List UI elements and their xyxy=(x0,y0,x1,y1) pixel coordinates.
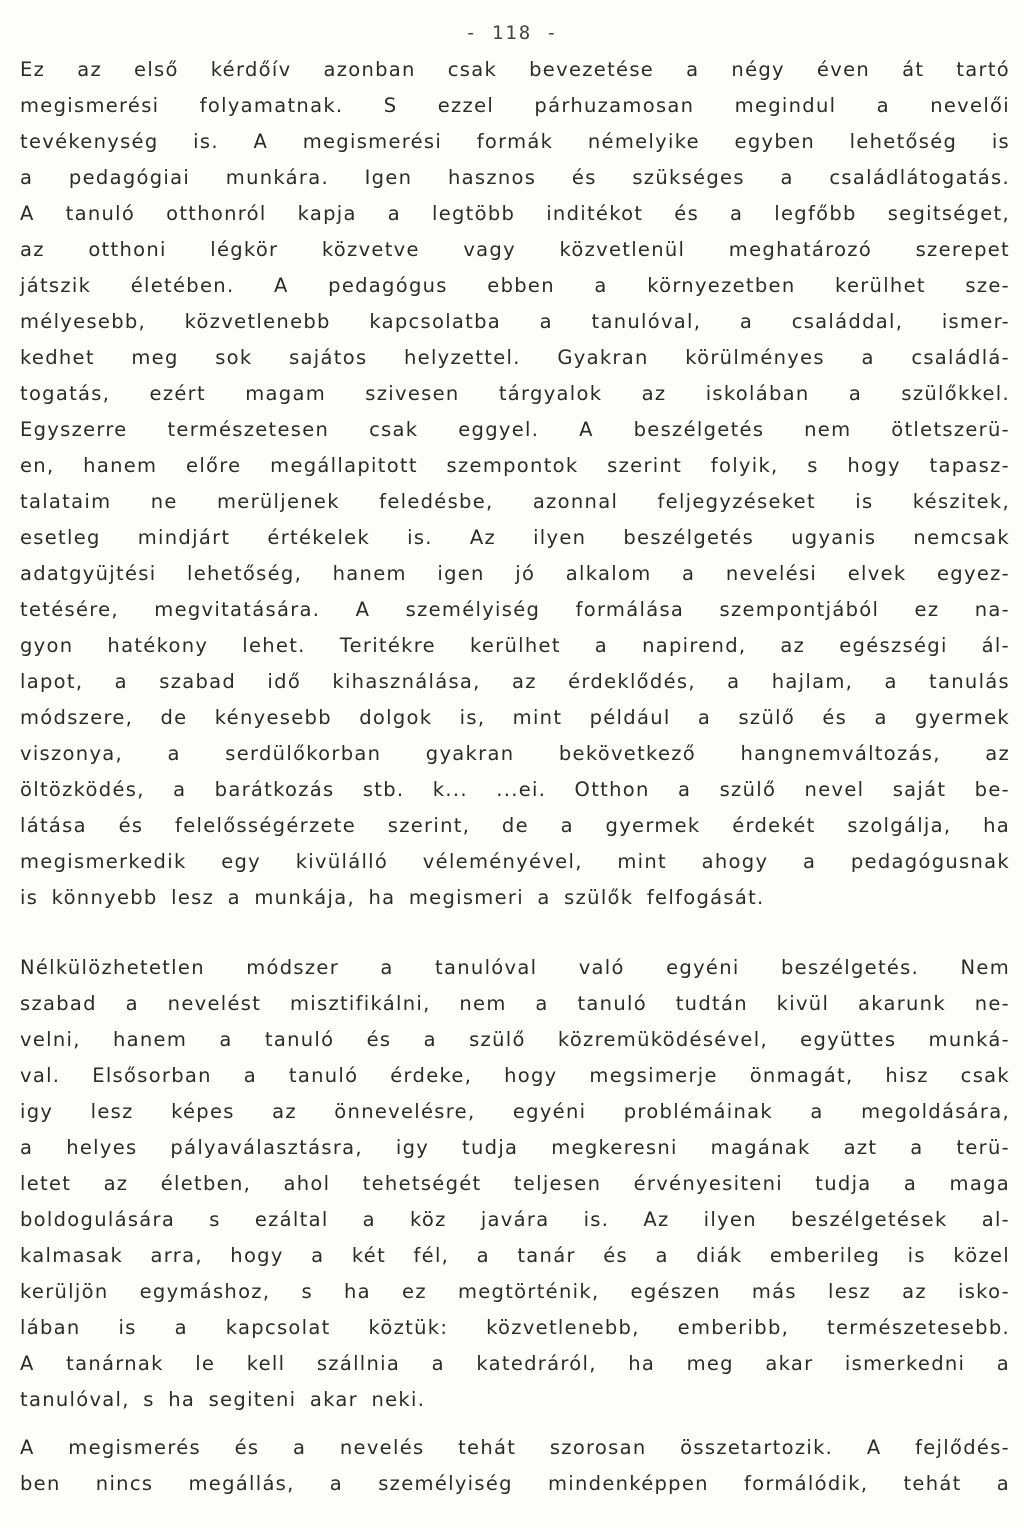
paragraph-1-line-1: Ez az első kérdőív azonban csak bevezetése a négy éven át tartó xyxy=(20,58,1010,81)
paragraph-1-line-22: látása és felelősségérzete szerint, de a gyermek érdekét szolgálja, ha xyxy=(20,814,1010,837)
paragraph-1-line-17: gyon hatékony lehet. Teritékre kerülhet a napirend, az egészségi ál- xyxy=(20,634,1010,657)
paragraph-1-line-5: A tanuló otthonról kapja a legtöbb inditékot és a legfőbb segitséget, xyxy=(20,202,1010,225)
paragraph-1-line-21: öltözködés, a barátkozás stb. k... ...ei. Otthon a szülő nevel saját be- xyxy=(20,778,1010,801)
paragraph-2-line-3: velni, hanem a tanuló és a szülő közremüködésével, együttes munká- xyxy=(20,1028,1010,1051)
paragraph-1-line-19: módszere, de kényesebb dolgok is, mint például a szülő és a gyermek xyxy=(20,706,1010,729)
paragraph-2-line-2: szabad a nevelést misztifikálni, nem a tanuló tudtán kivül akarunk ne- xyxy=(20,992,1010,1015)
paragraph-1-line-18: lapot, a szabad idő kihasználása, az érdeklődés, a hajlam, a tanulás xyxy=(20,670,1010,693)
paragraph-1-line-2: megismerési folyamatnak. S ezzel párhuzamosan megindul a nevelői xyxy=(20,94,1010,117)
paragraph-1-line-11: Egyszerre természetesen csak eggyel. A beszélgetés nem ötletszerü- xyxy=(20,418,1010,441)
paragraph-1-line-14: esetleg mindjárt értékelek is. Az ilyen beszélgetés ugyanis nemcsak xyxy=(20,526,1010,549)
paragraph-2-line-6: a helyes pályaválasztásra, igy tudja megkeresni magának azt a terü- xyxy=(20,1136,1010,1159)
paragraph-1-line-16: tetésére, megvitatására. A személyiség formálása szempontjából ez na- xyxy=(20,598,1010,621)
paragraph-1-line-10: togatás, ezért magam szivesen tárgyalok az iskolában a szülőkkel. xyxy=(20,382,1010,405)
paragraph-2-line-8: boldogulására s ezáltal a köz javára is. Az ilyen beszélgetések al- xyxy=(20,1208,1010,1231)
paragraph-2-line-11: lában is a kapcsolat köztük: közvetlenebb, emberibb, természetesebb. xyxy=(20,1316,1010,1339)
paragraph-1-line-20: viszonya, a serdülőkorban gyakran bekövetkező hangnemváltozás, az xyxy=(20,742,1010,765)
paragraph-1-line-6: az otthoni légkör közvetve vagy közvetlenül meghatározó szerepet xyxy=(20,238,1010,261)
paragraph-1-line-8: mélyesebb, közvetlenebb kapcsolatba a tanulóval, a családdal, ismer- xyxy=(20,310,1010,333)
paragraph-1-line-23: megismerkedik egy kivülálló véleményével, mint ahogy a pedagógusnak xyxy=(20,850,1010,873)
page-number: - 118 - xyxy=(464,22,560,44)
paragraph-1-line-12: en, hanem előre megállapitott szempontok szerint folyik, s hogy tapasz- xyxy=(20,454,1010,477)
paragraph-3-line-2: ben nincs megállás, a személyiség mindenképpen formálódik, tehát a xyxy=(20,1472,1010,1495)
paragraph-2-line-10: kerüljön egymáshoz, s ha ez megtörténik, egészen más lesz az isko- xyxy=(20,1280,1010,1303)
paragraph-1-line-3: tevékenység is. A megismerési formák némelyike egyben lehetőség is xyxy=(20,130,1010,153)
paragraph-1-line-24: is könnyebb lesz a munkája, ha megismeri a szülők felfogását. xyxy=(20,886,765,909)
paragraph-1-line-15: adatgyüjtési lehetőség, hanem igen jó alkalom a nevelési elvek egyez- xyxy=(20,562,1010,585)
paragraph-2-line-13: tanulóval, s ha segiteni akar neki. xyxy=(20,1388,426,1411)
paragraph-1-line-9: kedhet meg sok sajátos helyzettel. Gyakran körülményes a családlá- xyxy=(20,346,1010,369)
paragraph-1-line-13: talataim ne merüljenek feledésbe, azonnal feljegyzéseket is készitek, xyxy=(20,490,1010,513)
paragraph-2-line-12: A tanárnak le kell szállnia a katedráról, ha meg akar ismerkedni a xyxy=(20,1352,1010,1375)
paragraph-1-line-7: játszik életében. A pedagógus ebben a környezetben kerülhet sze- xyxy=(20,274,1010,297)
paragraph-2-line-1: Nélkülözhetetlen módszer a tanulóval való egyéni beszélgetés. Nem xyxy=(20,956,1010,979)
paragraph-2-line-7: letet az életben, ahol tehetségét teljesen érvényesiteni tudja a maga xyxy=(20,1172,1010,1195)
paragraph-2-line-5: igy lesz képes az önnevelésre, egyéni problémáinak a megoldására, xyxy=(20,1100,1010,1123)
paragraph-1-line-4: a pedagógiai munkára. Igen hasznos és szükséges a családlátogatás. xyxy=(20,166,1010,189)
paragraph-2-line-4: val. Elsősorban a tanuló érdeke, hogy megsimerje önmagát, hisz csak xyxy=(20,1064,1010,1087)
paragraph-2-line-9: kalmasak arra, hogy a két fél, a tanár és a diák emberileg is közel xyxy=(20,1244,1010,1267)
paragraph-3-line-1: A megismerés és a nevelés tehát szorosan összetartozik. A fejlődés- xyxy=(20,1436,1010,1459)
